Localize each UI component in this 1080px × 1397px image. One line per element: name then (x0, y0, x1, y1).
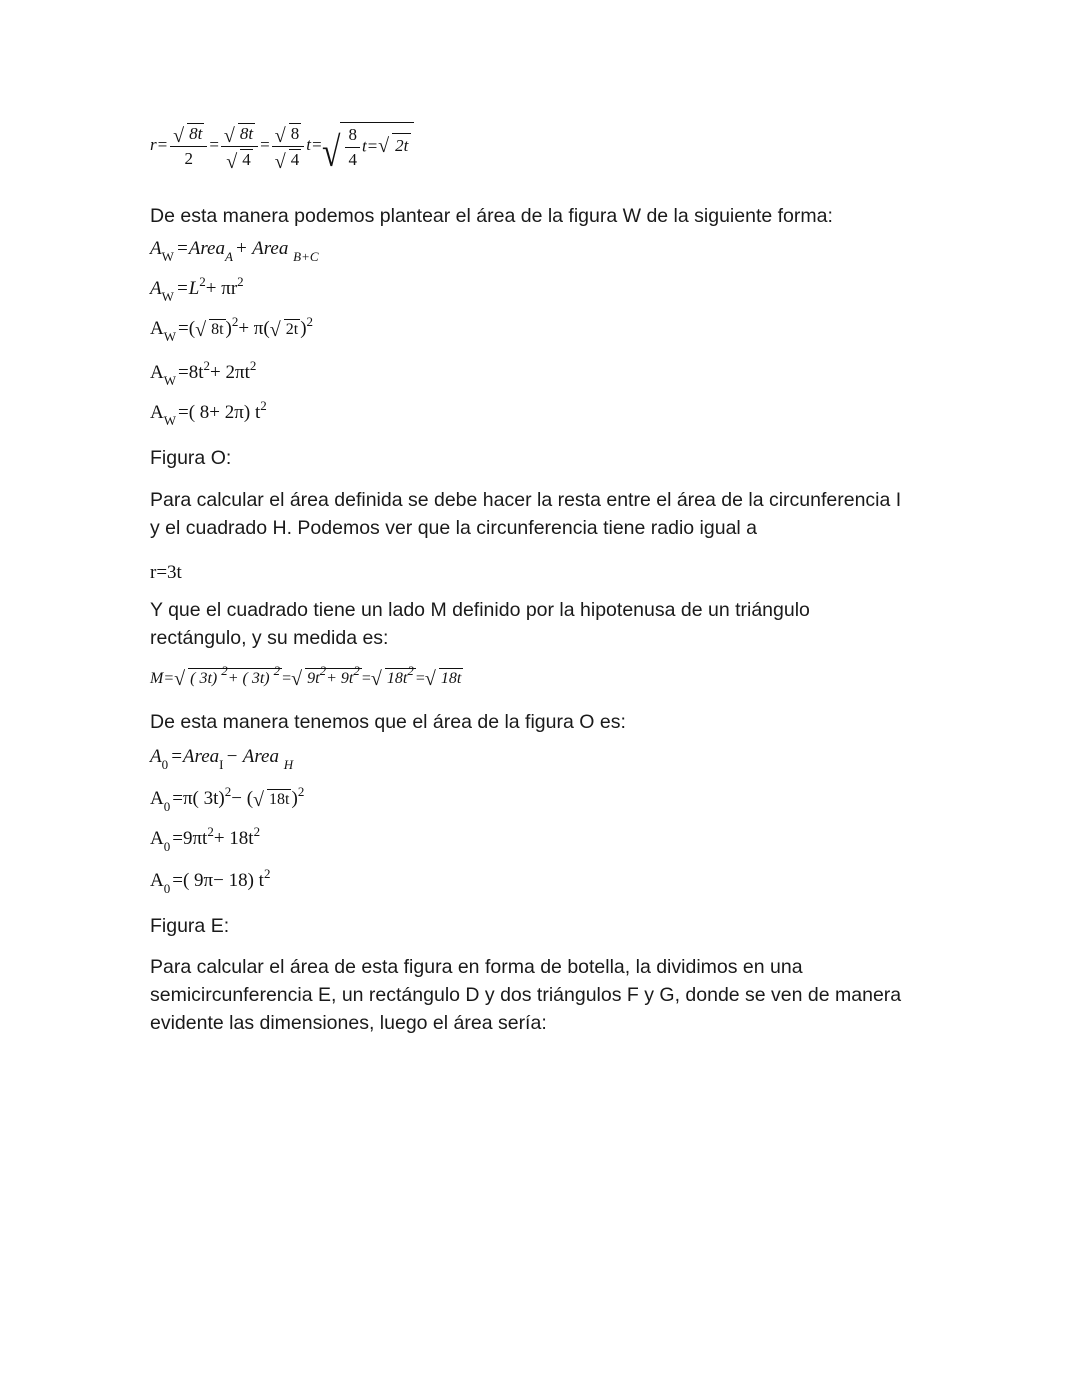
eq-m-r2sq2: 2 (353, 663, 360, 678)
eq-m-lhs: M= (150, 670, 175, 687)
aw1-plus: + Area (234, 238, 289, 259)
eq-r-lhs: r= (150, 134, 169, 154)
aw4-sub-w: W (163, 373, 177, 388)
eq-m-r2a: 9t (307, 670, 320, 687)
ao3-sub: 0 (163, 839, 171, 854)
eq-m-eq1: = (282, 670, 292, 687)
fraction-1-num: 8t (189, 124, 203, 143)
ao2-minus: − ( (231, 788, 254, 809)
paragraph-e-line-2: semicircunferencia E, un rectángulo D y dos triángulos F y G, donde se ven de manera (150, 984, 902, 1006)
ao4-sub: 0 (163, 881, 171, 896)
ao4-a: A (150, 870, 164, 891)
paragraph-m-line-1: Y que el cuadrado tiene un lado M definido por la hipotenusa de un triángulo (150, 599, 810, 621)
eq-m-r1b: + ( 3t) (227, 670, 274, 687)
ao4-sq: 2 (263, 866, 271, 881)
aw3-r2: 2t (285, 321, 299, 338)
fraction-1-den: 2 (184, 149, 193, 168)
aw5-sq: 2 (260, 398, 267, 413)
eq-r-eq1: = (209, 134, 219, 154)
aw3-sq: 2 (231, 314, 239, 329)
ao2-a: A (150, 788, 164, 809)
eq-m-r2sq: 2 (319, 663, 327, 678)
equation-aw-4 (150, 358, 257, 388)
ao2-sq2: 2 (297, 784, 305, 799)
aw4-sq2: 2 (249, 358, 257, 373)
equation-aw-1 (150, 238, 321, 264)
aw3-eq: =( (178, 318, 196, 339)
ao2-sub: 0 (163, 799, 171, 814)
paragraph-o-line-1: Para calcular el área definida se debe hacer la resta entre el área de la circunferencia I (150, 489, 902, 511)
fraction-2 (221, 123, 258, 170)
ao1-sub-i: I (219, 757, 224, 772)
ao1-eq: =Area (170, 746, 220, 767)
paragraph-m-line-2: rectángulo, y su medida es: (150, 627, 389, 649)
eq-m-r1sq2: 2 (273, 663, 281, 678)
ao1-sub: 0 (161, 757, 169, 772)
ao3-eq: =9πt (172, 828, 208, 849)
aw4-a: A (150, 362, 164, 383)
aw1-sub-bc: B+C (293, 249, 319, 264)
equation-aw-3 (150, 314, 314, 344)
aw4-sq: 2 (203, 358, 211, 373)
aw2-sq: 2 (199, 274, 206, 289)
equation-aw-2 (150, 274, 244, 304)
eq-m-r2b: + 9t (326, 670, 354, 687)
aw3-r1: 8t (211, 321, 224, 338)
aw4-eq: =8t (178, 362, 204, 383)
aw3-close: ) (225, 318, 232, 339)
heading-figura-e: Figura E: (150, 915, 230, 937)
aw1-a: A (150, 238, 162, 259)
ao2-sq: 2 (224, 784, 232, 799)
big-radical (322, 122, 414, 170)
equation-m (150, 663, 463, 689)
eq-m-r1a: ( 3t) (190, 670, 222, 687)
fraction-4-num: √ 8 (345, 125, 360, 148)
ao1-minus: − Area (225, 746, 279, 767)
aw3-plus: + π( (238, 318, 270, 339)
aw3-sq2: 2 (306, 314, 314, 329)
fraction-2-num: 8t (239, 123, 254, 143)
aw1-sub-w: W (161, 249, 174, 264)
ao1-sub-h: H (283, 757, 294, 772)
paragraph-e-line-1: Para calcular el área de esta figura en forma de botella, la dividimos en una (150, 956, 803, 978)
ao4-eq: =( 9π− 18) t (172, 870, 264, 891)
equation-ao-2 (150, 784, 305, 814)
eq-m-r3sq: 2 (407, 663, 414, 678)
paragraph-figura-w: De esta manera podemos plantear el área de la figura W de la siguiente forma: (150, 205, 833, 227)
fraction-3-den: 4 (290, 149, 300, 169)
aw1-eq: =Area (175, 238, 225, 259)
ao2-r: 18t (269, 791, 290, 808)
aw5-a: A (150, 402, 164, 423)
paragraph-e-line-3: evidente las dimensiones, luego el área sería: (150, 1012, 547, 1034)
ao3-plus: + 18t (213, 828, 254, 849)
ao2-eq: =π( 3t) (172, 788, 225, 809)
aw3-sub-w: W (163, 329, 177, 344)
ao3-a: A (150, 828, 164, 849)
fraction-3-num: 8 (290, 123, 300, 143)
aw3-a: A (150, 318, 164, 339)
paragraph-o-area: De esta manera tenemos que el área de la figura O es: (150, 711, 626, 733)
paragraph-o-line-2: y el cuadrado H. Podemos ver que la circunferencia tiene radio igual a (150, 517, 758, 539)
equation-r-3t: r=3t (150, 562, 182, 583)
aw5-sub-w: W (163, 413, 177, 428)
eq-r-eq2: = (260, 134, 270, 154)
aw4-plus: + 2πt (210, 362, 250, 383)
ao3-sq2: 2 (253, 824, 261, 839)
equation-aw-5 (150, 398, 267, 428)
equation-ao-3 (150, 824, 261, 854)
eq-m-r1sq: 2 (221, 663, 228, 678)
ao1-a: A (150, 746, 162, 767)
heading-figura-o: Figura O: (150, 447, 232, 469)
fraction-1 (170, 123, 207, 169)
aw2-a: A (150, 278, 162, 299)
aw2-eq: =L (175, 278, 200, 299)
aw3-close2: ) (300, 318, 307, 339)
eq-m-eq3: = (415, 670, 425, 687)
eq-r-result: 2t (392, 133, 411, 156)
aw2-plus: + πr (205, 278, 238, 299)
aw1-sub-a: A (224, 249, 233, 264)
eq-m-r3a: 18t (386, 670, 408, 687)
equation-r (150, 122, 414, 170)
ao2-close: ) (291, 788, 298, 809)
fraction-2-den: 4 (242, 149, 251, 169)
fraction-3 (272, 123, 305, 170)
equation-ao-4 (150, 866, 271, 896)
aw5-eq: =( 8+ 2π) t (178, 402, 261, 423)
eq-r-t-eq: t= (306, 134, 323, 154)
aw2-sq2: 2 (237, 274, 244, 289)
eq-r-t-eq2: t= (361, 136, 379, 156)
eq-m-r4: 18t (440, 670, 462, 687)
ao3-sq: 2 (207, 824, 214, 839)
equation-ao-1 (150, 746, 295, 772)
aw2-sub-w: W (161, 289, 174, 304)
fraction-4-den: 4 (348, 150, 357, 169)
eq-m-eq2: = (361, 670, 371, 687)
